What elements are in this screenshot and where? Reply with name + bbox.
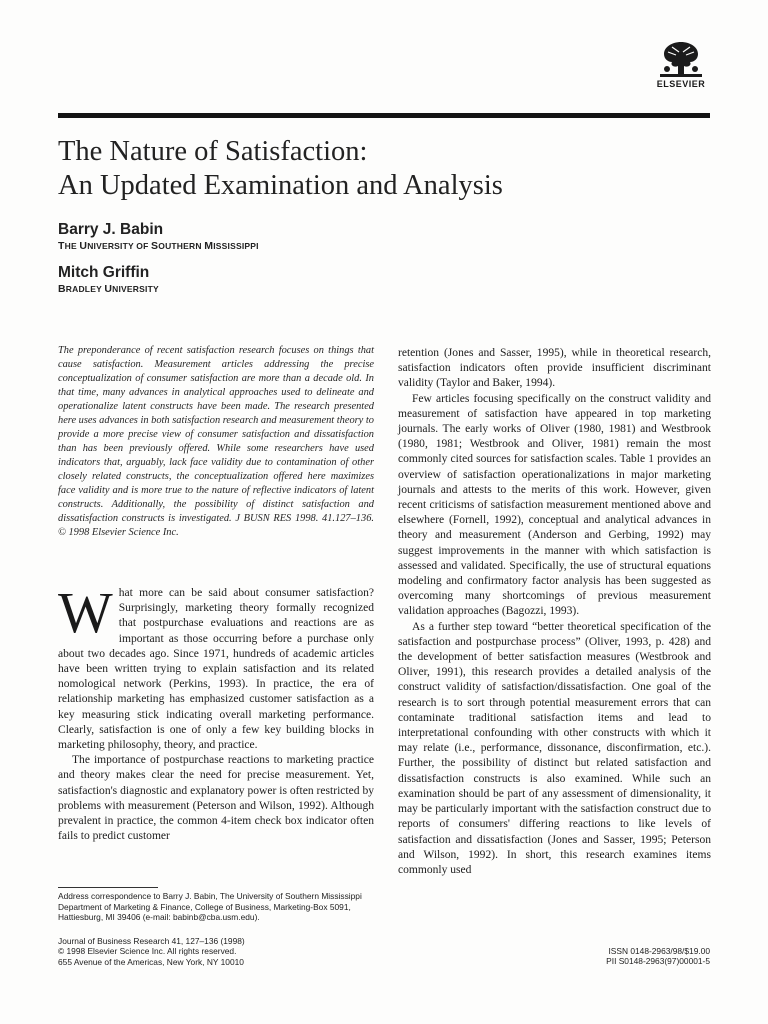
title-line-1: The Nature of Satisfaction:: [58, 136, 368, 167]
publisher-address: 655 Avenue of the Americas, New York, NY 10010: [58, 956, 244, 967]
paragraph-text: hat more can be said about consumer satisfaction? Surprisingly, marketing theory formally recognized that postpurchase evaluations and reactions are as important as those occurring before a purchase only about two decades ago. Since 1971, hundreds of academic articles have been written trying to explain satisfaction and its related nomological network (Perkins, 1993). In practice, the era of relationship marketing has emphasized customer satisfaction as a key measuring stick indicating overall marketing performance. Clearly, satisfaction is one of only a few key building blocks in marketing philosophy, theory, and practice.: [58, 587, 374, 752]
elsevier-logo: [650, 38, 712, 89]
journal-info: [58, 936, 388, 967]
journal-citation: Journal of Business Research 41, 127–136 (1998): [58, 936, 245, 946]
header-rule: [58, 113, 710, 118]
abstract: The preponderance of recent satisfaction research focuses on things that cause satisfaction. Measurement articles addressing the precise conceptualization of consumer satisfaction are more than a decade old. In that time, many advances in analytical approaches used to delineate and operationalize latent constructs have been made. The research presented here uses advances in both satisfaction research and measurement theory to provide a more precise view of consumer satisfaction and dissatisfaction than has been previously offered. While some researchers have used indicators that, arguably, lack face validity due to contamination of other closely related constructs, the conceptualization offered here maximizes face validity and is more true to the nature of reflective indicators of latent constructs. Additionally, the possibility of distinct satisfaction and dissatisfaction constructs is investigated. J BUSN RES 1998. 41.127–136. © 1998 Elsevier Science Inc.: [58, 345, 374, 538]
author-affiliation: BRADLEY UNIVERSITY: [58, 283, 159, 295]
correspondence-footnote: Address correspondence to Barry J. Babin, The University of Southern Mississippi Department of Marketing & Finance, College of Business, Marketing-Box 5091, Hattiesburg, MI 39406 (e-mail: babinb@cba.usm.edu).: [58, 891, 362, 923]
issn: ISSN 0148-2963/98/$19.00: [608, 946, 710, 956]
pii: PII S0148-2963(97)00001-5: [606, 956, 710, 967]
author-name: Mitch Griffin: [58, 264, 150, 281]
copyright-line: © 1998 Elsevier Science Inc. All rights reserved.: [58, 946, 237, 957]
body-paragraph: [58, 580, 374, 753]
body-column-right: [398, 346, 711, 878]
elsevier-tree-icon: [658, 38, 704, 78]
author-name: Barry J. Babin: [58, 221, 164, 238]
publisher-wordmark: ELSEVIER: [656, 79, 706, 89]
body-paragraph: retention (Jones and Sasser, 1995), while in theoretical research, satisfaction indicators often provide insufficient discriminant validity (Taylor and Baker, 1994).: [398, 347, 711, 390]
body-paragraph: As a further step toward “better theoretical specification of the satisfaction and postpurchase process” (Oliver, 1993, p. 428) and the development of better satisfaction measures (Westbrook and Oliver, 1991), this research provides a detailed analysis of the construct validity of satisfaction/dissatisfaction. One goal of the research is to sort through potential measurement errors that can contaminate traditional satisfaction items and lead to interpretational confounding with other constructs with which it may relate (i.e., performance, dissonance, disconfirmation, etc.). Further, the possibility of distinct but related satisfaction and dissatisfaction constructs is also examined. While such an examination should be part of any assessment of dimensionality, it may be particularly important with the satisfaction construct due to reports of consumers' differing reactions to like levels of satisfaction and dissatisfaction (Jones and Sasser, 1995; Peterson and Wilson, 1992). In short, this research examines items commonly used: [398, 620, 711, 876]
article-title: [58, 135, 698, 203]
drop-cap: W: [58, 580, 113, 645]
article-identifiers: [520, 946, 710, 967]
author-affiliation: THE UNIVERSITY OF SOUTHERN MISSISSIPPI: [58, 240, 259, 252]
footnote-rule: [58, 887, 158, 888]
body-paragraph: Few articles focusing specifically on the construct validity and measurement of satisfaction have appeared in top marketing journals. The early works of Oliver (1980, 1981) and Westbrook (1980, 1981; Westbrook and Oliver, 1981) remain the most commonly cited sources for satisfaction scales. Table 1 provides an overview of satisfaction operationalizations in major marketing journals and attests to the merits of this work. However, given recent criticisms of satisfaction measurement mentioned above and elsewhere (Fornell, 1992), conceptual and analytical advances in theory and measurement (Anderson and Gerbing, 1992) may suggest improvements in the manner with which satisfaction is assessed and validated. Specifically, the use of structural equations modeling and confirmatory factor analysis has been suggested as overcoming many shortcomings of previous measurement validation approaches (Bagozzi, 1993).: [398, 392, 711, 618]
body-column-left: [58, 580, 374, 844]
body-paragraph: The importance of postpurchase reactions to marketing practice and theory makes clear the need for precise measurement. Yet, satisfaction's diagnostic and explanatory power is often restricted by problems with measurement (Peterson and Wilson, 1992). Although prevalent in practice, the common 4-item check box indicator often fails to predict customer: [58, 754, 374, 843]
title-line-2: An Updated Examination and Analysis: [58, 170, 503, 201]
